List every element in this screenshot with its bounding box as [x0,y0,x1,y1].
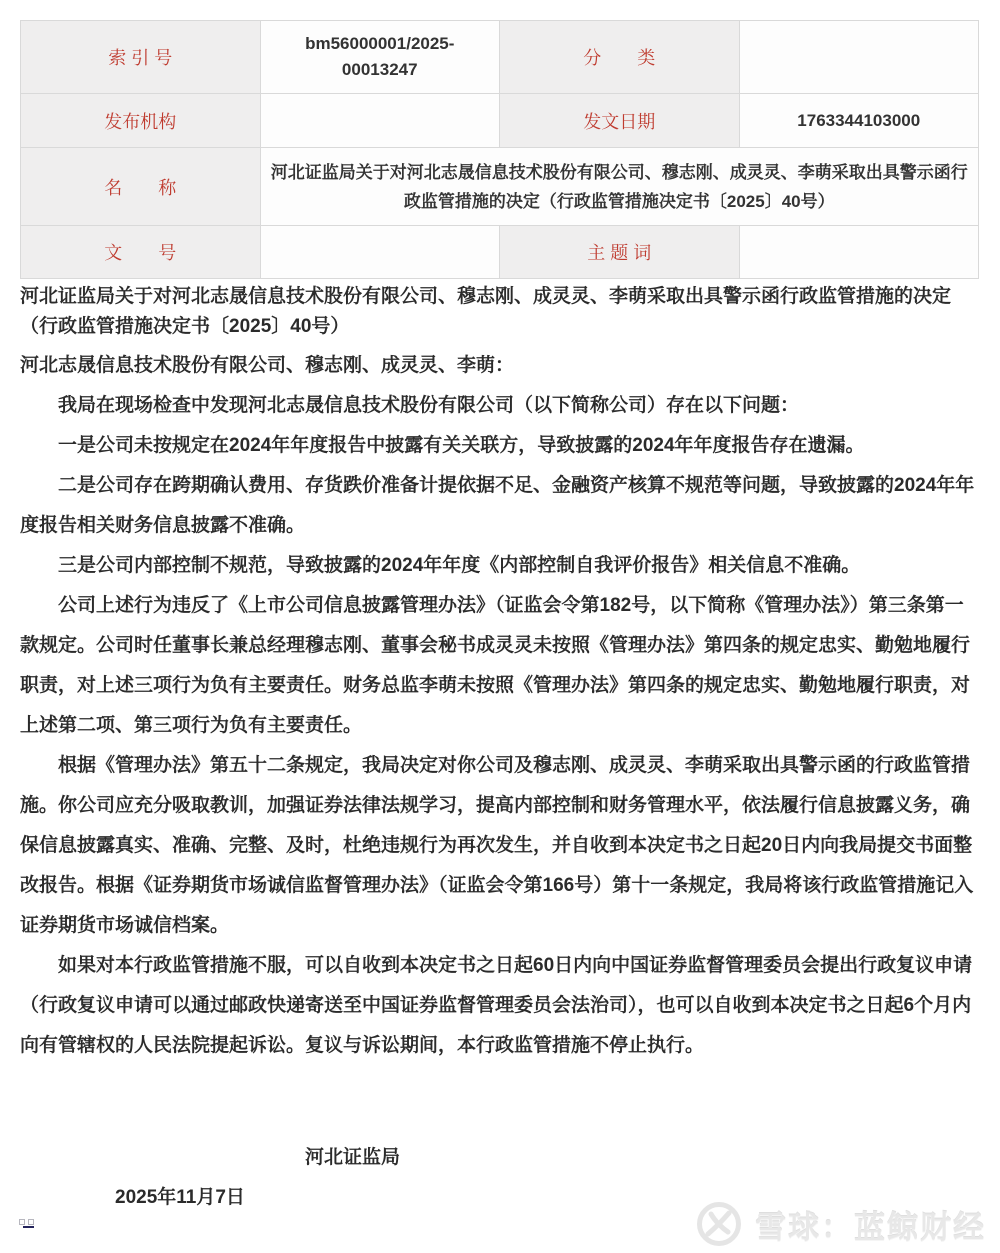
xueqiu-logo-icon [696,1201,742,1247]
name-label: 名 称 [21,148,261,226]
table-row [21,226,979,279]
name-value: 河北证监局关于对河北志晟信息技术股份有限公司、穆志刚、成灵灵、李萌采取出具警示函行政监管措施的决定（行政监管措施决定书〔2025〕40号） [260,148,979,226]
tofu-box-icon [19,1219,25,1225]
issue-date-label: 发文日期 [500,94,740,148]
document-body [0,282,1000,1218]
subject-words-value [739,226,979,279]
table-row [21,94,979,148]
issuing-agency-value [260,94,500,148]
tofu-underline [23,1226,34,1228]
issuing-agency-label: 发布机构 [21,94,261,148]
document-info-table [20,20,979,279]
salutation: 河北志晟信息技术股份有限公司、穆志刚、成灵灵、李萌： [20,355,515,376]
table-row [21,148,979,226]
paragraph: 我局在现场检查中发现河北志晟信息技术股份有限公司（以下简称公司）存在以下问题： [58,395,800,416]
watermark [696,1201,986,1247]
paragraph: 公司上述行为违反了《上市公司信息披露管理办法》（证监会令第182号，以下简称《管理办法》）第三条第一款规定。公司时任董事长兼总经理穆志刚、董事会秘书成灵灵未按照《管理办法》第四条的规定忠实、勤勉地履行职责，对上述三项行为负有主要责任。财务总监李萌未按照《管理办法》第四条的规定忠实、勤勉地履行职责，对上述第二项、第三项行为负有主要责任。 [20,595,971,736]
table-row [21,21,979,94]
paragraph: 二是公司存在跨期确认费用、存货跌价准备计提依据不足、金融资产核算不规范等问题，导致披露的2024年年度报告相关财务信息披露不准确。 [20,475,975,536]
subject-words-label: 主 题 词 [500,226,740,279]
paragraph: 根据《管理办法》第五十二条规定，我局决定对你公司及穆志刚、成灵灵、李萌采取出具警示函的行政监管措施。你公司应充分吸取教训，加强证券法律法规学习，提高内部控制和财务管理水平，依法履行信息披露义务，确保信息披露真实、准确、完整、及时，杜绝违规行为再次发生，并自收到本决定书之日起20日内向我局提交书面整改报告。根据《证券期货市场诚信监督管理办法》（证监会令第166号）第十一条规定，我局将该行政监管措施记入证券期货市场诚信档案。 [20,755,974,936]
paragraph: 如果对本行政监管措施不服，可以自收到本决定书之日起60日内向中国证券监督管理委员会提出行政复议申请（行政复议申请可以通过邮政快递寄送至中国证券监督管理委员会法治司），也可以自收到本决定书之日起6个月内向有管辖权的人民法院提起诉讼。复议与诉讼期间，本行政监管措施不停止执行。 [20,955,973,1056]
category-label: 分 类 [500,21,740,94]
index-number-value: bm56000001/2025-00013247 [260,21,500,94]
doc-number-value [260,226,500,279]
paragraph: 一是公司未按规定在2024年年度报告中披露有关关联方，导致披露的2024年年度报告存在遗漏。 [58,435,865,456]
document-title: 河北证监局关于对河北志晟信息技术股份有限公司、穆志刚、成灵灵、李萌采取出具警示函行政监管措施的决定（行政监管措施决定书〔2025〕40号） [20,286,952,337]
issuer-signature: 河北证监局 [305,1147,401,1168]
paragraph: 三是公司内部控制不规范，导致披露的2024年年度《内部控制自我评价报告》相关信息不准确。 [58,555,861,576]
doc-number-label: 文 号 [21,226,261,279]
category-value [739,21,979,94]
tofu-box-icon [28,1219,34,1225]
index-number-label: 索 引 号 [21,21,261,94]
missing-glyph-placeholder [19,1219,39,1229]
document-date: 2025年11月7日 [115,1187,245,1208]
issue-date-value: 1763344103000 [739,94,979,148]
watermark-text: 雪球：蓝鲸财经 [755,1209,986,1245]
